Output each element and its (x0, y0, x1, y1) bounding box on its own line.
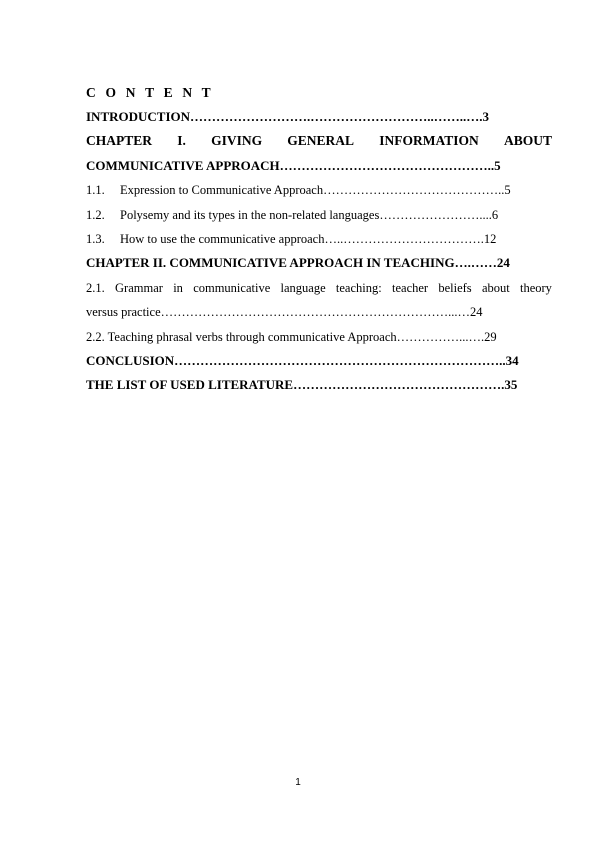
toc-word: language (280, 280, 326, 295)
toc-entry-text: Polysemy and its types in the non-related languages……………………....6 (120, 207, 499, 222)
toc-entry-2-1-line-1 (86, 276, 552, 300)
toc-word: GIVING (211, 133, 263, 149)
toc-word: INFORMATION (379, 133, 479, 149)
toc-entry-text: Expression to Communicative Approach……………………………………..5 (120, 183, 511, 198)
toc-word: teaching: (335, 280, 382, 295)
toc-title: C O N T E N T (86, 85, 214, 100)
toc-entry-2-1-line-2: versus practice……………………………………………………………...…24 (86, 305, 483, 320)
toc-word: GENERAL (287, 133, 355, 149)
toc-entry-2-2: 2.2. Teaching phrasal verbs through communicative Approach……………...….29 (86, 329, 497, 344)
toc-word: theory (519, 280, 552, 295)
toc-entry-1-1 (86, 178, 552, 202)
toc-entry-literature: THE LIST OF USED LITERATURE………………………………………….35 (86, 377, 518, 393)
toc-entry-number: 1.1. (86, 183, 105, 198)
toc-word: Grammar (115, 280, 163, 295)
toc-word: CHAPTER (86, 133, 153, 149)
toc-word: 2.1. (86, 280, 105, 295)
toc-word: ABOUT (503, 133, 552, 149)
table-of-contents (86, 81, 552, 398)
toc-entry-number: 1.3. (86, 231, 105, 246)
toc-entry-conclusion: CONCLUSION…………………………………………………………………..34 (86, 352, 519, 368)
toc-word: beliefs (438, 280, 472, 295)
page-number: 1 (295, 777, 301, 788)
toc-entry-introduction: INTRODUCTION……………………….………………………..……..….3 (86, 109, 490, 124)
toc-word: in (173, 280, 183, 295)
toc-entry-chapter-1-line-2: COMMUNICATIVE APPROACH…………………………………………..5 (86, 157, 501, 173)
toc-entry-1-3 (86, 227, 552, 251)
toc-word: I. (177, 133, 186, 149)
toc-entry-chapter-1-line-1 (86, 129, 552, 153)
toc-word: about (481, 280, 510, 295)
toc-entry-chapter-2: CHAPTER II. COMMUNICATIVE APPROACH IN TEACHING….……24 (86, 255, 510, 271)
toc-entry-number: 1.2. (86, 207, 105, 222)
toc-word: communicative (193, 280, 271, 295)
toc-word: teacher (392, 280, 429, 295)
toc-entry-1-2 (86, 203, 552, 227)
toc-entry-text: How to use the communicative approach…..…………………………….12 (120, 231, 497, 246)
